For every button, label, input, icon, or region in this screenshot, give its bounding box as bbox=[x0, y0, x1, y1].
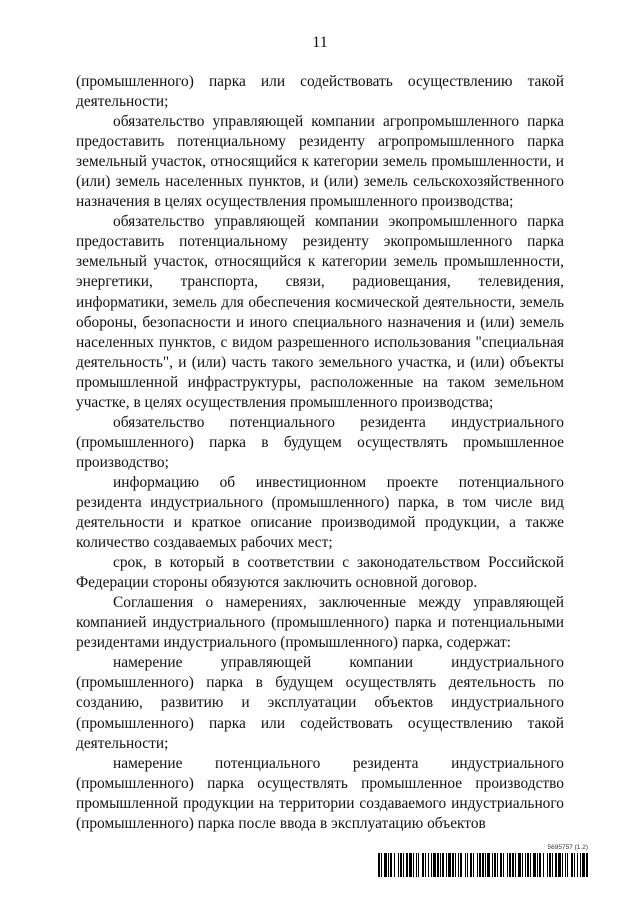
barcode-bar bbox=[446, 853, 447, 877]
barcode-bar bbox=[381, 853, 382, 877]
barcode-bar bbox=[398, 853, 399, 877]
barcode-bar bbox=[582, 853, 585, 877]
paragraph: обязательство управляющей компании экопромышленного парка предоставить потенциальному резиденту экопромышленного парка земельный участок, относящийся к категории земель промышленности, энергетики, транспорта, связи, радиовещания, телевидения, информатики, земель для обеспечения космической деятельности, земель обороны, безопасности и иного специального назначения и (или) земель населенных пунктов, с видом разрешенного использования "специальная деятельность", и (или) часть такого земельного участка, и (или) объекты промышленной инфраструктуры, расположенные на таком земельном участке, в целях осуществления промышленного производства; bbox=[76, 213, 564, 411]
barcode-bar bbox=[509, 853, 511, 877]
paragraph: намерение управляющей компании индустриального (промышленного) парка в будущем осуществлять деятельность по созданию, развитию и эксплуатации объектов индустриального (промышленного) парка или содействовать осуществлению такой деятельности; bbox=[76, 654, 564, 752]
barcode-bar bbox=[378, 853, 380, 877]
paragraph: Соглашения о намерениях, заключенные между управляющей компанией индустриального (промышленного) парка и потенциальными резидентами индустриального (промышленного) парка, содержат: bbox=[76, 594, 564, 652]
paragraph: информацию об инвестиционном проекте потенциального резидента индустриального (промышленного) парка, в том числе вид деятельности и краткое описание производимой продукции, а также количество создаваемых рабочих мест; bbox=[76, 473, 564, 552]
barcode-bar bbox=[479, 853, 481, 877]
barcode-bar bbox=[413, 853, 414, 877]
barcode-bar bbox=[574, 853, 575, 877]
paragraph: срок, в который в соответствии с законодательством Российской Федерации стороны обязуются заключить основной договор. bbox=[76, 554, 564, 592]
document-id-label: 5695757 (1.2) bbox=[547, 844, 588, 851]
barcode-bar bbox=[555, 853, 557, 877]
barcode-bar bbox=[492, 853, 493, 877]
barcode-bar bbox=[500, 853, 502, 877]
barcode-bar bbox=[465, 853, 466, 877]
barcode-bar bbox=[448, 853, 451, 877]
barcode-bar bbox=[549, 853, 551, 877]
barcode-bar bbox=[437, 853, 439, 877]
barcode-bar bbox=[425, 853, 426, 877]
barcode-bar bbox=[433, 853, 436, 877]
document-body bbox=[76, 72, 564, 834]
barcode-bar bbox=[580, 853, 581, 877]
barcode-bar bbox=[416, 853, 417, 877]
barcode-bar bbox=[522, 853, 523, 877]
barcode-bar bbox=[530, 853, 531, 877]
barcode-bar bbox=[470, 853, 472, 877]
barcode-bar bbox=[384, 853, 387, 877]
barcode-bar bbox=[390, 853, 392, 877]
barcode-bar bbox=[565, 853, 566, 877]
barcode-bar bbox=[394, 853, 395, 877]
barcode-bar bbox=[515, 853, 516, 877]
barcode-bar bbox=[525, 853, 526, 877]
barcode-bar bbox=[431, 853, 432, 877]
barcode-bar bbox=[562, 853, 563, 877]
paragraph-continued: (промышленного) парка или содействовать осуществлению такой деятельности; bbox=[76, 73, 564, 111]
paragraph: намерение потенциального резидента индустриального (промышленного) парка осуществлять промышленное производство промышленной продукции на территории создаваемого индустриального (промышленного) парка после ввода в эксплуатацию объектов bbox=[76, 754, 564, 832]
paragraph: обязательство потенциального резидента индустриального (промышленного) парка в будущем осуществлять промышленное производство; bbox=[76, 413, 564, 471]
paragraph: обязательство управляющей компании агропромышленного парка предоставить потенциальному резиденту агропромышленного парка земельный участок, относящийся к категории земель промышленности, и (или) земель населенных пунктов, и (или) земель сельскохозяйственного назначения в целях осуществления промышленного производства; bbox=[76, 113, 564, 211]
barcode-bar bbox=[460, 853, 462, 877]
barcode-bar bbox=[485, 853, 486, 877]
barcode-icon bbox=[378, 853, 588, 877]
barcode-bar bbox=[494, 853, 496, 877]
barcode-bar bbox=[497, 853, 498, 877]
barcode-bar bbox=[533, 853, 536, 877]
barcode-bar bbox=[400, 853, 402, 877]
barcode-bar bbox=[409, 853, 412, 877]
page-number: 11 bbox=[312, 34, 328, 51]
barcode-bar bbox=[503, 853, 504, 877]
barcode-bar bbox=[455, 853, 456, 877]
barcode-bar bbox=[543, 853, 544, 877]
barcode-bar bbox=[467, 853, 468, 877]
barcode-bar bbox=[537, 853, 538, 877]
barcode-bar bbox=[558, 853, 561, 877]
barcode-bar bbox=[482, 853, 484, 877]
barcode-bar bbox=[512, 853, 514, 877]
barcode-bar bbox=[422, 853, 424, 877]
barcode-bar bbox=[586, 853, 588, 877]
barcode-bar bbox=[442, 853, 444, 877]
barcode-bar bbox=[539, 853, 541, 877]
barcode-bar bbox=[571, 853, 573, 877]
barcode-bar bbox=[403, 853, 404, 877]
barcode-bar bbox=[477, 853, 478, 877]
barcode-bar bbox=[388, 853, 389, 877]
barcode-bar bbox=[518, 853, 521, 877]
barcode-bar bbox=[507, 853, 508, 877]
barcode-bar bbox=[487, 853, 490, 877]
barcode-bar bbox=[552, 853, 553, 877]
barcode-bar bbox=[473, 853, 474, 877]
barcode-bar bbox=[527, 853, 529, 877]
barcode-bar bbox=[547, 853, 548, 877]
barcode-bar bbox=[567, 853, 568, 877]
barcode-bar bbox=[418, 853, 419, 877]
barcode-bar bbox=[458, 853, 459, 877]
barcode-bar bbox=[440, 853, 441, 877]
barcode-bar bbox=[577, 853, 578, 877]
barcode-bar bbox=[428, 853, 429, 877]
barcode-bar bbox=[406, 853, 408, 877]
barcode-bar bbox=[452, 853, 454, 877]
